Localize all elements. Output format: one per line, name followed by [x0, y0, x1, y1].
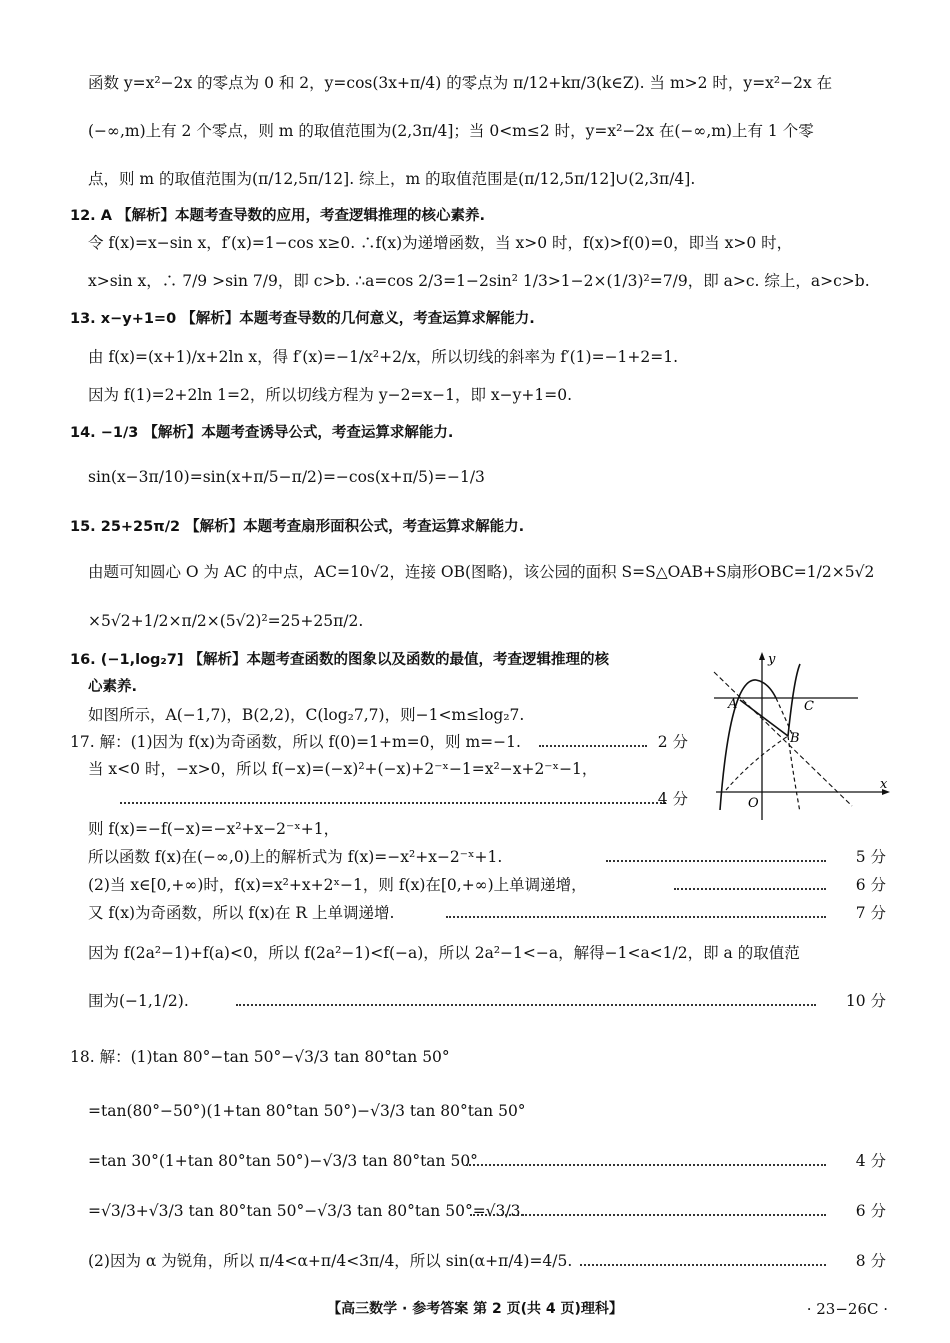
text-line: 因为 f(1)=2+2ln 1=2，所以切线方程为 y−2=x−1，即 x−y+1=0. — [88, 386, 573, 404]
segment-ab — [740, 700, 788, 736]
text-line: =√3/3+√3/3 tan 80°tan 50°−√3/3 tan 80°tan 50°=√3/3. — [88, 1202, 526, 1220]
text-line: 令 f(x)=x−sin x，f′(x)=1−cos x≥0. ∴f(x)为递增函数，当 x>0 时，f(x)>f(0)=0，即当 x>0 时， — [88, 234, 793, 252]
function-graph — [712, 650, 892, 822]
y-axis-arrow — [759, 652, 765, 660]
text-line: 当 x<0 时，−x>0，所以 f(−x)=(−x)²+(−x)+2⁻ˣ−1=x²−x+2⁻ˣ−1， — [88, 760, 598, 778]
score: 6 分 — [855, 1202, 886, 1220]
score-leader — [446, 916, 826, 918]
curve-dashed — [788, 736, 800, 812]
score-leader — [580, 1264, 826, 1266]
dashed-curve-left — [726, 736, 788, 790]
text-line: 因为 f(2a²−1)+f(a)<0，所以 f(2a²−1)<f(−a)，所以 2a²−1<−a，解得−1<a<1/2，即 a 的取值范 — [88, 944, 800, 962]
text-line: 17. 解：(1)因为 f(x)为奇函数，所以 f(0)=1+m=0，则 m=−1. — [70, 733, 521, 751]
text-line: (2)当 x∈[0,+∞)时，f(x)=x²+x+2ˣ−1，则 f(x)在[0,+∞)上单调递增， — [88, 876, 587, 894]
score-leader — [236, 1004, 816, 1006]
score: 7 分 — [855, 904, 886, 922]
footer-title: 【高三数学 · 参考答案 第 2 页(共 4 页)理科】 — [327, 1301, 623, 1317]
q13-heading: 13. x−y+1=0 【解析】本题考查导数的几何意义，考查运算求解能力. — [70, 311, 535, 327]
q16-heading-cont: 心素养. — [88, 679, 138, 695]
text-line: ×5√2+1/2×π/2×(5√2)²=25+25π/2. — [88, 612, 364, 630]
text-line: 由 f(x)=(x+1)/x+2ln x，得 f′(x)=−1/x²+2/x，所以切线的斜率为 f′(1)=−1+2=1. — [88, 348, 679, 366]
text-line: 如图所示，A(−1,7)，B(2,2)，C(log₂7,7)，则−1<m≤log₂7. — [88, 706, 525, 724]
score-leader — [674, 888, 826, 890]
text-line: 18. 解：(1)tan 80°−tan 50°−√3/3 tan 80°tan 50° — [70, 1048, 450, 1066]
dashed-line — [714, 672, 852, 806]
text-line: 所以函数 f(x)在(−∞,0)上的解析式为 f(x)=−x²+x−2⁻ˣ+1. — [88, 848, 503, 866]
y-label: y — [768, 652, 776, 667]
score: 5 分 — [855, 848, 886, 866]
score: 6 分 — [855, 876, 886, 894]
text-line: sin(x−3π/10)=sin(x+π/5−π/2)=−cos(x+π/5)=−1/3 — [88, 468, 485, 486]
text-line: 点，则 m 的取值范围为(π/12,5π/12]. 综上，m 的取值范围是(π/12,5π/12]∪(2,3π/4]. — [88, 170, 696, 188]
q12-heading: 12. A 【解析】本题考查导数的应用，考查逻辑推理的核心素养. — [70, 208, 486, 224]
score: 4 分 — [855, 1152, 886, 1170]
origin-label: O — [748, 796, 759, 811]
q15-heading: 15. 25+25π/2 【解析】本题考查扇形面积公式，考查运算求解能力. — [70, 519, 525, 535]
score: 4 分 — [657, 790, 688, 808]
score: 2 分 — [657, 733, 688, 751]
text-line: x>sin x，∴ 7/9 >sin 7/9，即 c>b. ∴a=cos 2/3=1−2sin² 1/3>1−2×(1/3)²=7/9，即 a>c. 综上，a>c>b. — [88, 272, 870, 290]
score-leader — [539, 745, 647, 747]
point-c-label: C — [804, 699, 814, 714]
text-line: 由题可知圆心 O 为 AC 的中点，AC=10√2，连接 OB(图略)，该公园的面积 S=S△OAB+S扇形OBC=1/2×5√2 — [88, 563, 875, 581]
text-line: (2)因为 α 为锐角，所以 π/4<α+π/4<3π/4，所以 sin(α+π/4)=4/5. — [88, 1252, 573, 1270]
text-line: =tan(80°−50°)(1+tan 80°tan 50°)−√3/3 tan 80°tan 50° — [88, 1102, 526, 1120]
score: 10 分 — [845, 992, 886, 1010]
score-leader — [466, 1164, 826, 1166]
text-line: =tan 30°(1+tan 80°tan 50°)−√3/3 tan 80°tan 50° — [88, 1152, 478, 1170]
score-leader — [470, 1214, 826, 1216]
score-leader — [120, 802, 666, 804]
text-line: 函数 y=x²−2x 的零点为 0 和 2，y=cos(3x+π/4) 的零点为 π/12+kπ/3(k∈Z). 当 m>2 时，y=x²−2x 在 — [88, 74, 833, 92]
footer-code: · 23−26C · — [806, 1300, 888, 1318]
text-line: 又 f(x)为奇函数，所以 f(x)在 R 上单调递增. — [88, 904, 395, 922]
text-line: (−∞,m)上有 2 个零点，则 m 的取值范围为(2,3π/4]；当 0<m≤2 时，y=x²−2x 在(−∞,m)上有 1 个零 — [88, 122, 814, 140]
point-a-label: A — [728, 697, 738, 712]
score: 8 分 — [855, 1252, 886, 1270]
q16-heading: 16. (−1,log₂7] 【解析】本题考查函数的图象以及函数的最值，考查逻辑推理的核 — [70, 652, 610, 668]
text-line: 则 f(x)=−f(−x)=−x²+x−2⁻ˣ+1， — [88, 820, 340, 838]
q14-heading: 14. −1/3 【解析】本题考查诱导公式，考查运算求解能力. — [70, 425, 454, 441]
point-b-label: B — [790, 731, 800, 746]
score-leader — [606, 860, 826, 862]
x-label: x — [880, 777, 888, 792]
exponential-curve — [788, 664, 800, 736]
text-line: 围为(−1,1/2). — [88, 992, 189, 1010]
